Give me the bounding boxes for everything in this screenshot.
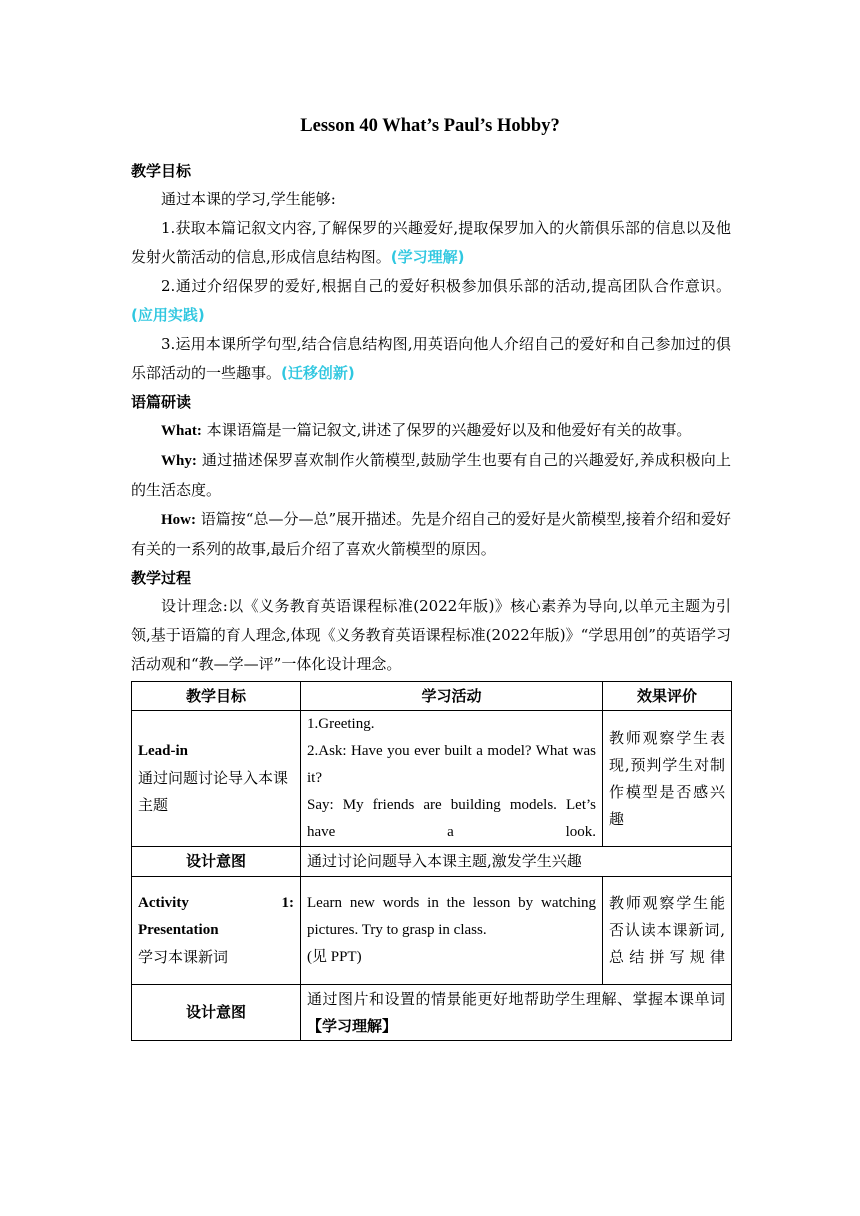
row1-eval: 教师观察学生表现,预判学生对制作模型是否感兴趣	[603, 711, 732, 847]
goals-intro: 通过本课的学习,学生能够:	[161, 190, 336, 208]
table-header-eval: 效果评价	[603, 682, 732, 711]
design-text-1: 通过讨论问题导入本课主题,激发学生兴趣	[301, 847, 732, 877]
lesson-title: Lesson 40 What’s Paul’s Hobby?	[300, 116, 560, 136]
design-concept: 设计理念:以《义务教育英语课程标准(2022年版)》核心素养为导向,以单元主题为引领,基于语篇的育人理念,体现《义务教育英语课程标准(2022年版)》“学思用创”的英语学习活动观和“教—学—评”一体化设计理念。	[131, 597, 731, 673]
row1-activity: 1.Greeting. 2.Ask: Have you ever built a model? What was it? Say: My friends are building models. Let’s have a look.	[301, 711, 603, 847]
goal-3: 3.运用本课所学句型,结合信息结构图,用英语向他人介绍自己的爱好和自己参加过的俱乐部活动的一些趣事。(迁移创新)	[131, 335, 731, 382]
goal-3-tag: (迁移创新)	[281, 364, 355, 382]
row2-activity: Learn new words in the lesson by watching pictures. Try to grasp in class. (见 PPT)	[301, 877, 603, 985]
design-label-2: 设计意图	[132, 985, 301, 1041]
goal-2-tag: (应用实践)	[131, 306, 205, 324]
table-header-activity: 学习活动	[301, 682, 603, 711]
why-paragraph: Why: 通过描述保罗喜欢制作火箭模型,鼓励学生也要有自己的兴趣爱好,养成积极向上的生活态度。	[131, 451, 731, 499]
goal-1: 1.获取本篇记叙文内容,了解保罗的兴趣爱好,提取保罗加入的火箭俱乐部的信息以及他发射火箭活动的信息,形成信息结构图。(学习理解)	[131, 219, 731, 266]
goal-2: 2.通过介绍保罗的爱好,根据自己的爱好积极参加俱乐部的活动,提高团队合作意识。(应用实践)	[131, 277, 731, 324]
what-paragraph: What: 本课语篇是一篇记叙文,讲述了保罗的兴趣爱好以及和他爱好有关的故事。	[161, 421, 692, 439]
row2-eval: 教师观察学生能否认读本课新词,总结拼写规律	[603, 877, 732, 985]
row1-goal: Lead-in 通过问题讨论导入本课主题	[132, 711, 301, 847]
row2-goal: Activity 1: Presentation 学习本课新词	[132, 877, 301, 985]
goal-1-tag: (学习理解)	[390, 248, 465, 266]
design-label-1: 设计意图	[132, 847, 301, 877]
content	[131, 157, 731, 1041]
how-paragraph: How: 语篇按“总—分—总”展开描述。先是介绍自己的爱好是火箭模型,接着介绍和爱好有关的一系列的故事,最后介绍了喜欢火箭模型的原因。	[131, 510, 731, 558]
design-text-2: 通过图片和设置的情景能更好地帮助学生理解、掌握本课单词【学习理解】	[301, 985, 732, 1041]
lesson-table	[131, 681, 732, 1041]
heading-text-analysis: 语篇研读	[131, 393, 192, 411]
heading-process: 教学过程	[131, 569, 192, 587]
table-header-goal: 教学目标	[132, 682, 301, 711]
heading-goals: 教学目标	[131, 162, 192, 180]
